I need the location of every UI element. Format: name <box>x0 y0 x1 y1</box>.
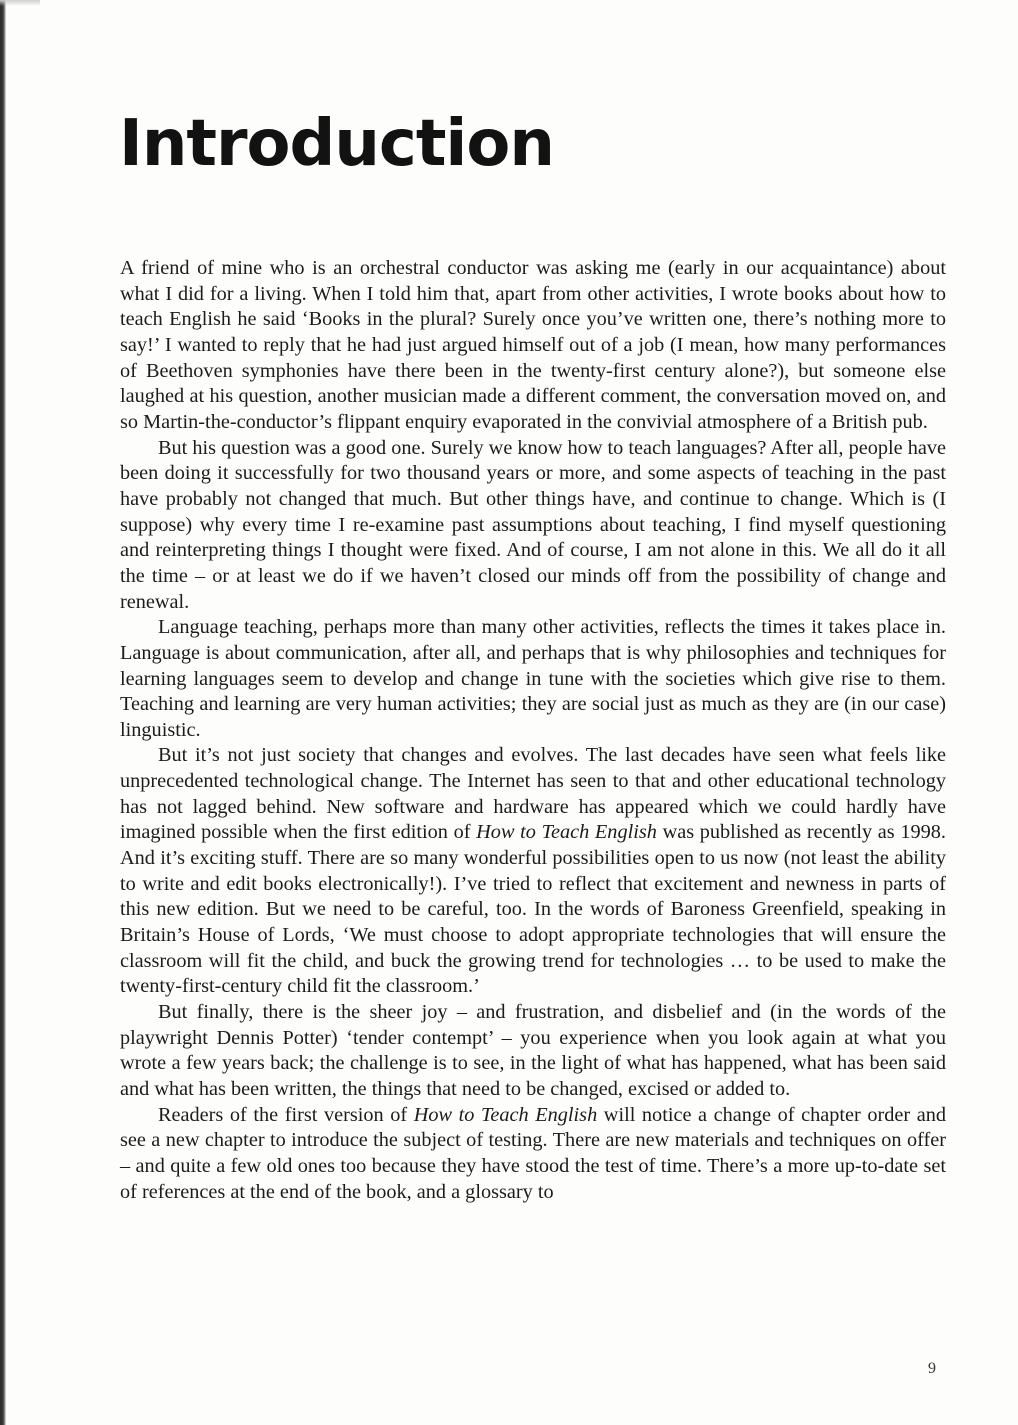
chapter-title: Introduction <box>119 107 554 181</box>
paragraph-5: But finally, there is the sheer joy – and frustration, and disbelief and (in the words of the playwright Dennis Potter) ‘tender contempt’ – you experience when you look again at what you wrote a few years back; the challenge is to see, in the light of what has happened, what has been said and what has been written, the things that need to be changed, excised or added to. <box>120 1001 946 1100</box>
paragraph-1: A friend of mine who is an orchestral conductor was asking me (early in our acquaintance) about what I did for a living. When I told him that, apart from other activities, I wrote books about how to teach English he said ‘Books in the plural? Surely once you’ve written one, there’s nothing more to say!’ I wanted to reply that he had just argued himself out of a job (I mean, how many performances of Beethoven symphonies have there been in the twenty-first century alone?), but someone else laughed at his question, another musician made a different comment, the conversation moved on, and so Martin-the-conductor’s flippant enquiry evaporated in the convivial atmosphere of a British pub. <box>120 257 946 433</box>
page-corner-shadow <box>0 0 40 6</box>
paragraph-4-part-1: But it’s not just society that changes and evolves. The last decades have seen what feels like unprecedented technological change. The Internet has seen to that and other educational technology has not lagged behind. New software and hardware has appeared which we could hardly have imagined possible when the first edition of <box>120 744 946 844</box>
paragraph-2: But his question was a good one. Surely we know how to teach languages? After all, people have been doing it successfully for two thousand years or more, and some aspects of teaching in the past have probably not changed that much. But other things have, and continue to change. Which is (I suppose) why every time I re-examine past assumptions about teaching, I find myself questioning and reinterpreting things I thought were fixed. And of course, I am not alone in this. We all do it all the time – or at least we do if we haven’t closed our minds off from the possibility of change and renewal. <box>120 436 946 613</box>
paragraph-3: Language teaching, perhaps more than many other activities, reflects the times it takes place in. Language is about communication, after all, and perhaps that is why philosophies and techniques for learning languages seem to develop and change in tune with the societies which give rise to them. Teaching and learning are very human activities; they are social just as much as they are (in our case) linguistic. <box>120 616 946 741</box>
book-title-reference: How to Teach English <box>413 1103 598 1126</box>
paragraph-6 <box>120 1103 946 1206</box>
page-number: 9 <box>928 1360 936 1377</box>
paragraph-4 <box>120 743 946 1000</box>
paragraph-4-part-2: was published as recently as 1998. And it’s exciting stuff. There are so many wonderful possibilities open to us now (not least the ability to write and edit books electronically!). I’ve tried to reflect that excitement and newness in parts of this new edition. But we need to be careful, too. In the words of Baroness Greenfield, speaking in Britain’s House of Lords, ‘We must choose to adopt appropriate technologies that will ensure the classroom will fit the child, and buck the growing trend for technologies … to be used to make the twenty-first-century child fit the classroom.’ <box>120 821 946 998</box>
paragraph-6-part-2: will notice a change of chapter order and see a new chapter to introduce the subject of testing. There are new materials and techniques on offer – and quite a few old ones too because they have stood the test of time. There’s a more up-to-date set of references at the end of the book, and a glossary to <box>120 1103 946 1203</box>
book-title-reference: How to Teach English <box>476 821 657 844</box>
page-binding-edge <box>0 0 6 1425</box>
paragraph-6-part-1: Readers of the first version of <box>158 1103 414 1126</box>
body-text <box>120 256 946 1205</box>
